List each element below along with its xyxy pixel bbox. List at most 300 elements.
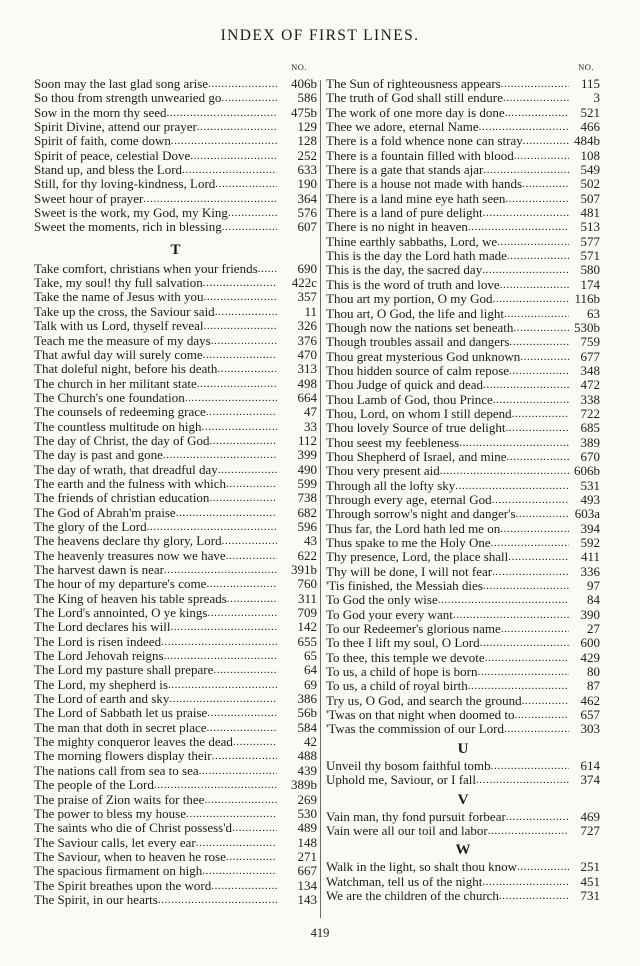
hymn-number: 489: [297, 821, 317, 836]
hymn-number: 63: [587, 306, 600, 321]
index-entry: [326, 759, 600, 773]
first-line-text: Thou great mysterious God unknown: [326, 349, 521, 364]
index-entry: [34, 334, 317, 348]
index-entry: [326, 120, 600, 134]
first-line-text: The friends of christian education: [34, 491, 210, 506]
hymn-number: 406b: [291, 77, 317, 91]
section-letter-u: U: [457, 740, 469, 757]
hymn-number: 759: [580, 335, 600, 350]
dot-leader: [218, 463, 277, 477]
hymn-number: 722: [580, 406, 600, 421]
index-entry: [34, 305, 317, 319]
hymn-number: 607: [297, 220, 317, 235]
index-entry: [34, 549, 317, 563]
column-header-no: NO.: [578, 62, 594, 72]
first-line-text: This is the day, the sacred day: [326, 263, 483, 278]
index-entry: [326, 608, 600, 622]
index-entry: [34, 534, 317, 548]
first-line-text: Watchman, tell us of the night: [326, 874, 483, 889]
first-line-text: Thou art my portion, O my God: [326, 292, 493, 307]
index-entry: [34, 592, 317, 606]
index-entry: [326, 522, 600, 536]
hymn-number: 148: [297, 835, 317, 850]
first-line-text: Take up the cross, the Saviour said: [34, 304, 215, 319]
first-line-text: To us, a child of royal birth: [326, 679, 468, 694]
hymn-number: 633: [297, 163, 317, 178]
hymn-number: 389b: [291, 778, 317, 793]
dot-leader: [208, 77, 277, 91]
dot-leader: [491, 536, 569, 550]
index-entry: [34, 735, 317, 749]
index-entry: [326, 773, 600, 787]
hymn-number: 530b: [574, 320, 600, 335]
first-line-text: There is a fold whence none can stray: [326, 134, 523, 149]
first-line-text: Thou Judge of quick and dead: [326, 378, 484, 393]
dot-leader: [206, 577, 277, 591]
first-line-text: Still, for thy loving-kindness, Lord: [34, 177, 216, 192]
first-line-text: Take, my soul! thy full salvation: [34, 276, 203, 291]
index-entry: [34, 448, 317, 462]
hymn-number: 682: [297, 505, 317, 520]
first-line-text: The day is past and gone: [34, 448, 163, 463]
dot-leader: [438, 593, 569, 607]
first-line-text: The God of Abrah'm praise: [34, 505, 176, 520]
hymn-number: 727: [580, 823, 600, 838]
hymn-number: 738: [297, 491, 317, 506]
index-entry: [326, 335, 600, 349]
index-entry: [326, 393, 600, 407]
first-line-text: The Lord declares his will: [34, 620, 171, 635]
hymn-number: 386: [297, 692, 317, 707]
first-line-text: Thy will be done, I will not fear: [326, 564, 493, 579]
first-line-text: Thy presence, Lord, the place shall: [326, 550, 509, 565]
section-letter-v: V: [457, 791, 469, 808]
index-entry: [326, 91, 600, 105]
hymn-number: 390: [580, 607, 600, 622]
index-entry: [326, 163, 600, 177]
hymn-number: 614: [580, 758, 600, 773]
hymn-number: 664: [297, 390, 317, 405]
column-header-no: NO.: [291, 62, 307, 72]
index-entry: [34, 120, 317, 134]
first-line-text: The King of heaven his table spreads: [34, 591, 227, 606]
dot-leader: [522, 177, 569, 191]
index-entry: [34, 106, 317, 120]
dot-leader: [221, 91, 277, 105]
index-entry: [326, 321, 600, 335]
hymn-number: 586: [297, 91, 317, 106]
dot-leader: [217, 362, 277, 376]
hymn-number: 429: [580, 650, 600, 665]
hymn-number: 655: [297, 634, 317, 649]
dot-leader: [215, 305, 277, 319]
hymn-number: 64: [304, 663, 317, 678]
first-line-text: To God the only wise: [326, 593, 438, 608]
dot-leader: [517, 860, 569, 874]
index-entry: [34, 764, 317, 778]
index-entry: [326, 292, 600, 306]
hymn-number: 69: [304, 677, 317, 692]
section-letter-w: W: [455, 842, 471, 859]
first-line-text: To us, a child of hope is born: [326, 665, 478, 680]
dot-leader: [168, 678, 277, 692]
dot-leader: [209, 434, 277, 448]
dot-leader: [492, 565, 569, 579]
hymn-number: 603a: [574, 507, 600, 522]
dot-leader: [215, 177, 277, 191]
first-line-text: Thou seest my feebleness: [326, 435, 460, 450]
dot-leader: [507, 450, 569, 464]
first-line-text: 'Tis finished, the Messiah dies: [326, 579, 483, 594]
first-line-text: Sweet hour of prayer: [34, 191, 144, 206]
page-number: 419: [310, 926, 330, 940]
hymn-number: 128: [297, 134, 317, 149]
hymn-number: 760: [297, 577, 317, 592]
first-line-text: The Lord of Sabbath let us praise: [34, 706, 208, 721]
first-line-text: Though now the nations set beneath: [326, 320, 514, 335]
hymn-number: 42: [304, 735, 317, 750]
first-line-text: The counsels of redeeming grace: [34, 405, 206, 420]
index-entry: [34, 807, 317, 821]
dot-leader: [508, 550, 569, 564]
hymn-number: 462: [580, 693, 600, 708]
dot-leader: [226, 549, 277, 563]
dot-leader: [516, 507, 569, 521]
hymn-number: 399: [297, 448, 317, 463]
entry-list: [34, 77, 317, 235]
dot-leader: [505, 421, 569, 435]
first-line-text: Uphold me, Saviour, or I fall: [326, 773, 477, 788]
hymn-number: 252: [297, 148, 317, 163]
hymn-number: 43: [304, 534, 317, 549]
hymn-number: 134: [297, 878, 317, 893]
first-line-text: Thou, Lord, on whom I still depend: [326, 406, 512, 421]
hymn-number: 466: [580, 120, 600, 135]
first-line-text: We are the children of the church: [326, 888, 499, 903]
index-entry: [34, 276, 317, 290]
index-entry: [34, 706, 317, 720]
index-entry: [34, 520, 317, 534]
hymn-number: 115: [580, 77, 600, 91]
index-entry: [34, 77, 317, 91]
index-entry: [326, 565, 600, 579]
dot-leader: [176, 506, 277, 520]
hymn-number: 451: [580, 874, 600, 889]
entry-list: [326, 77, 600, 737]
dot-leader: [213, 663, 277, 677]
index-entry: [326, 249, 600, 263]
dot-leader: [197, 120, 277, 134]
first-line-text: The hour of my departure's come: [34, 577, 207, 592]
first-line-text: Spirit of peace, celestial Dove: [34, 148, 191, 163]
dot-leader: [147, 520, 277, 534]
index-entry: [34, 635, 317, 649]
index-entry: [326, 875, 600, 889]
dot-leader: [500, 278, 569, 292]
dot-leader: [501, 77, 569, 91]
index-entry: [326, 722, 600, 736]
hymn-number: 303: [580, 722, 600, 737]
dot-leader: [501, 622, 569, 636]
index-entry: [326, 263, 600, 277]
hymn-number: 87: [587, 679, 600, 694]
hymn-number: 439: [297, 763, 317, 778]
hymn-number: 606b: [574, 464, 600, 479]
dot-leader: [509, 335, 569, 349]
hymn-number: 584: [297, 720, 317, 735]
hymn-number: 326: [297, 319, 317, 334]
index-entry: [34, 319, 317, 333]
hymn-number: 513: [580, 220, 600, 235]
hymn-number: 507: [580, 191, 600, 206]
first-line-text: Thee we adore, eternal Name: [326, 120, 479, 135]
hymn-number: 84: [587, 593, 600, 608]
index-entry: [326, 679, 600, 693]
entry-list: [326, 759, 600, 788]
index-entry: [326, 824, 600, 838]
hymn-number: 33: [304, 419, 317, 434]
dot-leader: [514, 149, 569, 163]
dot-leader: [202, 420, 277, 434]
hymn-number: 3: [593, 91, 600, 106]
dot-leader: [505, 106, 569, 120]
hymn-number: 47: [304, 405, 317, 420]
dot-leader: [468, 220, 569, 234]
first-line-text: The nations call from sea to sea: [34, 763, 199, 778]
hymn-number: 143: [297, 892, 317, 907]
index-entry: [326, 636, 600, 650]
dot-leader: [182, 163, 277, 177]
index-entry: [326, 622, 600, 636]
hymn-number: 348: [580, 363, 600, 378]
dot-leader: [143, 192, 277, 206]
first-line-text: Thou hidden source of calm repose: [326, 363, 510, 378]
index-entry: [34, 405, 317, 419]
first-line-text: The heavenly treasures now we have: [34, 548, 226, 563]
index-entry: [326, 507, 600, 521]
index-entry: [34, 850, 317, 864]
hymn-number: 376: [297, 333, 317, 348]
hymn-number: 336: [580, 564, 600, 579]
dot-leader: [506, 810, 569, 824]
index-entry: [34, 377, 317, 391]
index-entry: [326, 889, 600, 903]
dot-leader: [483, 378, 569, 392]
index-entry: [326, 307, 600, 321]
entry-list: [326, 860, 600, 903]
first-line-text: The Sun of righteousness appears: [326, 77, 501, 91]
dot-leader: [170, 620, 277, 634]
dot-leader: [222, 534, 277, 548]
hymn-number: 389: [580, 435, 600, 450]
first-line-text: The harvest dawn is near: [34, 563, 164, 577]
first-line-text: The Lord Jehovah reigns: [34, 649, 164, 664]
column-divider: [320, 80, 321, 918]
hymn-number: 596: [297, 519, 317, 534]
dot-leader: [509, 364, 569, 378]
index-entry: [34, 362, 317, 376]
dot-leader: [203, 348, 277, 362]
first-line-text: To God your every want: [326, 607, 453, 622]
first-line-text: Thou lovely Source of true delight: [326, 421, 506, 436]
first-line-text: The praise of Zion waits for thee: [34, 792, 205, 807]
dot-leader: [483, 163, 569, 177]
first-line-text: The mighty conqueror leaves the dead: [34, 735, 233, 750]
first-line-text: Take comfort, christians when your friends: [34, 261, 258, 276]
dot-leader: [499, 889, 569, 903]
index-entry: [326, 450, 600, 464]
first-line-text: Though troubles assail and dangers: [326, 335, 510, 350]
index-entry: [34, 879, 317, 893]
first-line-text: The day of Christ, the day of God: [34, 433, 210, 448]
dot-leader: [207, 706, 277, 720]
index-entry: [326, 550, 600, 564]
index-entry: [326, 464, 600, 478]
index-entry: [326, 651, 600, 665]
first-line-text: Spirit of faith, come down: [34, 134, 171, 149]
first-line-text: There is a land mine eye hath seen: [326, 191, 506, 206]
index-entry: [326, 278, 600, 292]
index-entry: [326, 694, 600, 708]
index-entry: [34, 206, 317, 220]
hymn-number: 549: [580, 163, 600, 178]
first-line-text: The church in her militant state: [34, 376, 197, 391]
hymn-number: 311: [297, 591, 317, 606]
first-line-text: Thou art, O God, the life and light: [326, 306, 504, 321]
index-entry: [34, 778, 317, 792]
index-entry: [34, 793, 317, 807]
hymn-number: 65: [304, 649, 317, 664]
first-line-text: Talk with us Lord, thyself reveal: [34, 319, 204, 334]
dot-leader: [493, 393, 569, 407]
hymn-number: 490: [297, 462, 317, 477]
dot-leader: [492, 292, 569, 306]
hymn-number: 80: [587, 665, 600, 680]
first-line-text: The power to bless my house: [34, 806, 187, 821]
hymn-number: 56b: [297, 706, 317, 721]
first-line-text: There is a house not made with hands: [326, 177, 523, 192]
index-entry: [34, 864, 317, 878]
index-entry: [34, 163, 317, 177]
hymn-number: 174: [580, 277, 600, 292]
dot-leader: [207, 606, 277, 620]
first-line-text: The Lord of earth and sky: [34, 692, 170, 707]
index-entry: [326, 536, 600, 550]
dot-leader: [512, 407, 569, 421]
dot-leader: [186, 807, 277, 821]
first-line-text: Thine earthly sabbaths, Lord, we: [326, 234, 498, 249]
first-line-text: Unveil thy bosom faithful tomb: [326, 758, 491, 773]
hymn-number: 521: [580, 105, 600, 120]
first-line-text: There is no night in heaven: [326, 220, 468, 235]
dot-leader: [197, 377, 277, 391]
hymn-number: 470: [297, 347, 317, 362]
dot-leader: [161, 635, 277, 649]
index-entry: [34, 721, 317, 735]
dot-leader: [226, 850, 277, 864]
first-line-text: There is a land of pure delight: [326, 206, 483, 221]
dot-leader: [171, 134, 277, 148]
dot-leader: [505, 192, 569, 206]
hymn-number: 670: [580, 449, 600, 464]
dot-leader: [483, 206, 569, 220]
dot-leader: [169, 692, 277, 706]
dot-leader: [482, 875, 569, 889]
hymn-number: 27: [587, 622, 600, 637]
dot-leader: [163, 448, 277, 462]
index-entry: [34, 391, 317, 405]
index-entry: [34, 290, 317, 304]
hymn-number: 667: [297, 864, 317, 879]
dot-leader: [513, 321, 569, 335]
hymn-number: 488: [297, 749, 317, 764]
index-entry: [34, 262, 317, 276]
dot-leader: [232, 821, 277, 835]
index-entry: [326, 192, 600, 206]
dot-leader: [480, 636, 569, 650]
first-line-text: Through every age, eternal God: [326, 492, 492, 507]
index-entry: [326, 407, 600, 421]
first-line-text: Thus spake to me the Holy One: [326, 536, 491, 550]
index-entry: [34, 749, 317, 763]
dot-leader: [503, 91, 569, 105]
index-entry: [34, 563, 317, 577]
index-entry: [34, 649, 317, 663]
index-entry: [34, 434, 317, 448]
index-entry: [326, 220, 600, 234]
index-entry: [326, 149, 600, 163]
hymn-number: 251: [580, 860, 600, 875]
hymn-number: 502: [580, 177, 600, 192]
hymn-number: 571: [580, 249, 600, 264]
hymn-number: 622: [297, 548, 317, 563]
first-line-text: That awful day will surely come: [34, 347, 203, 362]
dot-leader: [226, 477, 277, 491]
hymn-number: 129: [297, 120, 317, 135]
hymn-number: 112: [297, 433, 317, 448]
entry-list: [34, 262, 317, 907]
dot-leader: [483, 579, 569, 593]
first-line-text: The Saviour, when to heaven he rose: [34, 849, 226, 864]
hymn-number: 576: [297, 206, 317, 221]
hymn-number: 142: [297, 620, 317, 635]
first-line-text: The truth of God shall still endure: [326, 91, 503, 106]
first-line-text: Spirit Divine, attend our prayer: [34, 120, 197, 135]
dot-leader: [227, 592, 277, 606]
dot-leader: [196, 836, 277, 850]
dot-leader: [212, 749, 277, 763]
dot-leader: [211, 334, 277, 348]
index-entry: [34, 577, 317, 591]
hymn-number: 11: [304, 304, 317, 319]
hymn-number: 592: [580, 536, 600, 550]
index-entry: [326, 579, 600, 593]
index-entry: [34, 606, 317, 620]
index-entry: [326, 708, 600, 722]
dot-leader: [206, 405, 277, 419]
dot-leader: [485, 651, 569, 665]
hymn-number: 391b: [291, 563, 317, 577]
first-line-text: The Lord, my shepherd is: [34, 677, 168, 692]
hymn-number: 481: [580, 206, 600, 221]
hymn-number: 657: [580, 708, 600, 723]
hymn-number: 484b: [574, 134, 600, 149]
hymn-number: 411: [580, 550, 600, 565]
hymn-number: 116b: [574, 292, 600, 307]
dot-leader: [522, 694, 569, 708]
hymn-number: 97: [587, 579, 600, 594]
first-line-text: Thus far, the Lord hath led me on: [326, 521, 501, 536]
